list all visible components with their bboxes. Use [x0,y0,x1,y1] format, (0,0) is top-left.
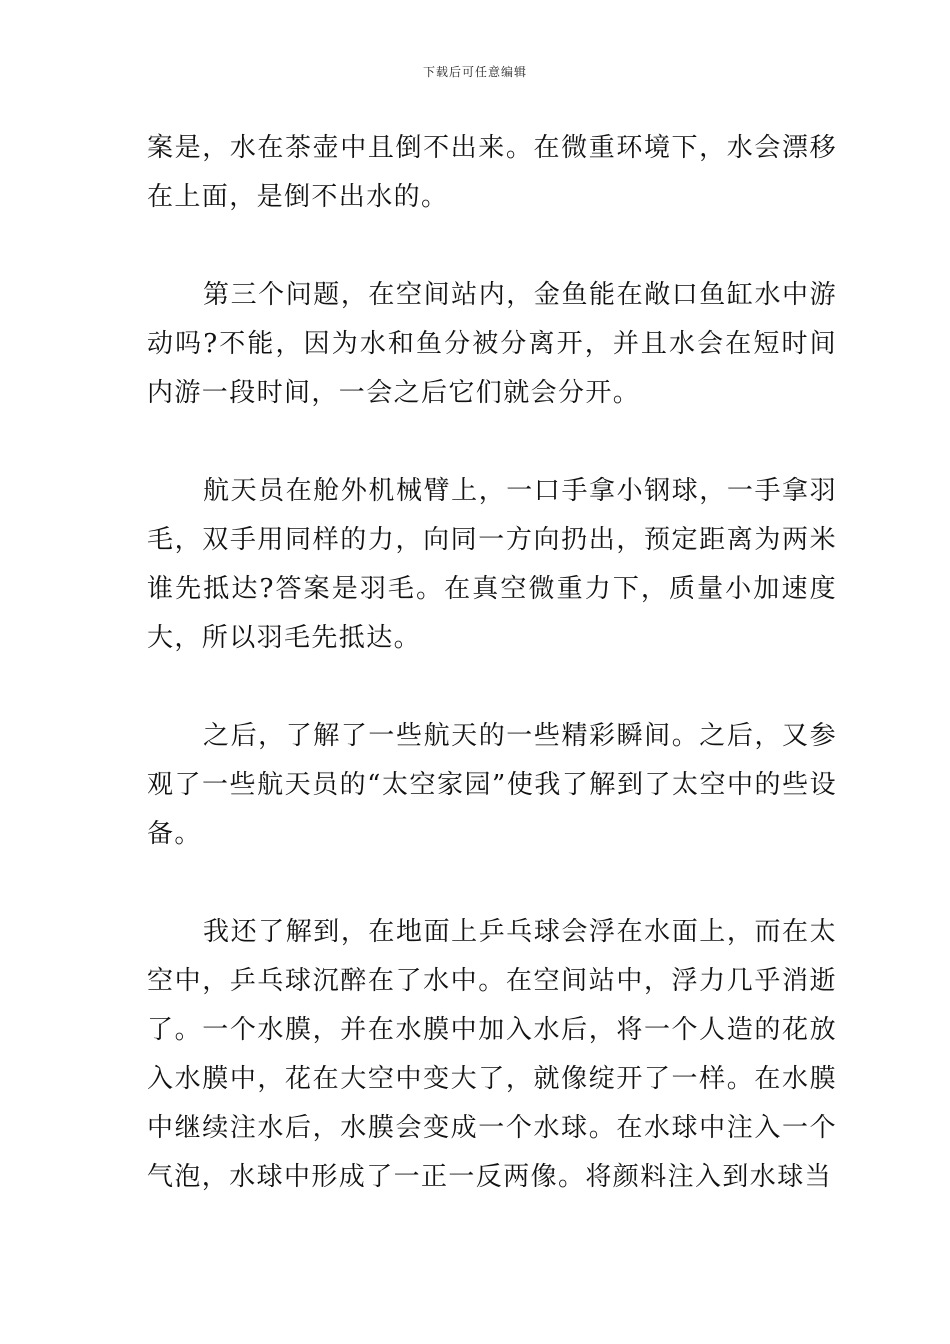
paragraph-gap [147,418,837,467]
paragraph-gap [147,859,837,908]
paragraph-2: 第三个问题，在空间站内，金鱼能在敞口鱼缸水中游动吗?不能，因为水和鱼分被分离开，并且水会在短时间内游一段时间，一会之后它们就会分开。 [147,280,837,408]
paragraph-gap [147,663,837,712]
document-body [147,124,837,1202]
paragraph-gap [147,222,837,271]
paragraph-1: 案是，水在茶壶中且倒不出来。在微重环境下，水会漂移在上面，是倒不出水的。 [147,133,837,212]
paragraph-4: 之后，了解了一些航天的一些精彩瞬间。之后，又参观了一些航天员的“太空家园”使我了解到了太空中的些设备。 [147,721,837,849]
header-note: 下载后可任意编辑 [422,65,527,79]
paragraph-3: 航天员在舱外机械臂上，一口手拿小钢球，一手拿羽毛，双手用同样的力，向同一方向扔出，预定距离为两米谁先抵达?答案是羽毛。在真空微重力下，质量小加速度大，所以羽毛先抵达。 [147,476,837,653]
paragraph-5: 我还了解到，在地面上乒乓球会浮在水面上，而在太空中，乒乓球沉醉在了水中。在空间站中，浮力几乎消逝了。一个水膜，并在水膜中加入水后，将一个人造的花放入水膜中，花在大空中变大了，就像绽开了一样。在水膜中继续注水后，水膜会变成一个水球。在水球中注入一个气泡，水球中形成了一正一反两像。将颜料注入到水球当 [147,917,837,1192]
